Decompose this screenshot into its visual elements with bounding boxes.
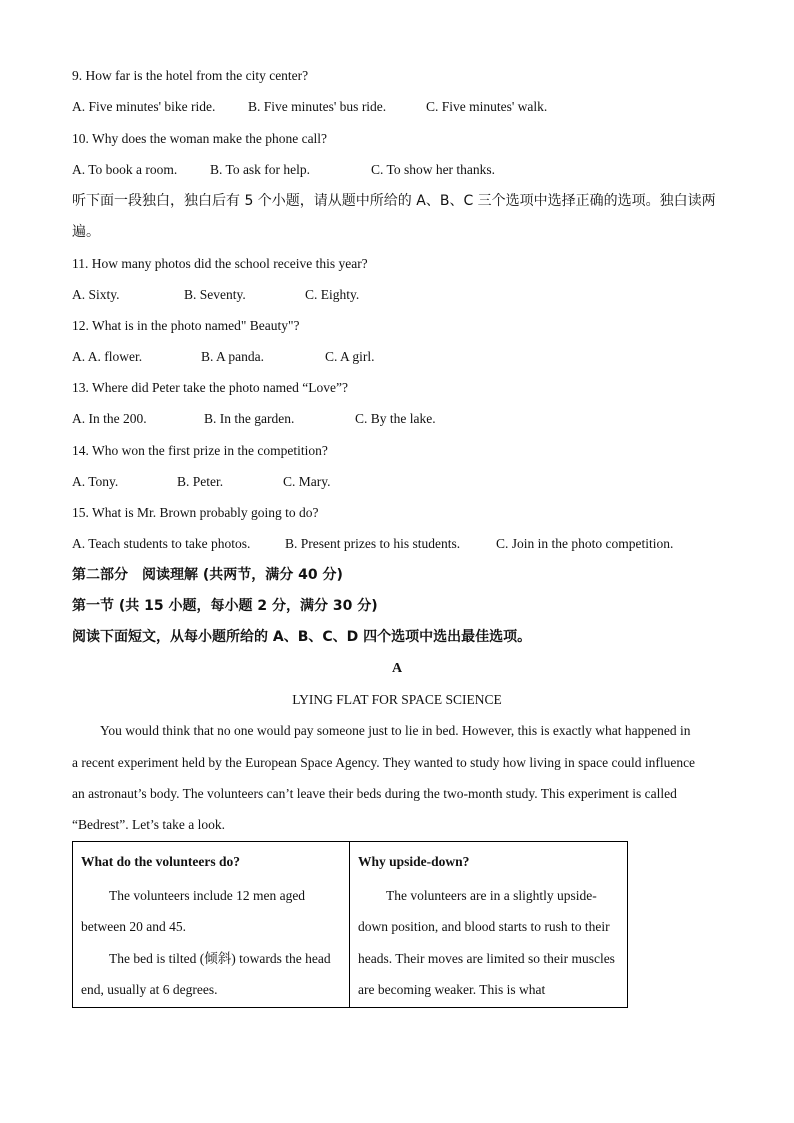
part2-heading: 第二部分 阅读理解 (共两节，满分 40 分) (72, 567, 343, 583)
info-table (72, 841, 628, 1008)
question-10-options (72, 161, 495, 179)
question-9: 9. How far is the hotel from the city center? (72, 68, 309, 83)
passage-letter: A (391, 661, 403, 676)
passage-intro-line-2: a recent experiment held by the European Space Agency. They wanted to study how living in space could influence (72, 755, 696, 770)
option-a: A. Five minutes' bike ride. (72, 99, 216, 114)
monologue-instruction-cont: 遍。 (72, 224, 100, 240)
question-12-options (72, 348, 375, 366)
option-a: A. Teach students to take photos. (72, 536, 251, 551)
option-c: C. Five minutes' walk. (426, 99, 548, 114)
option-b: B. Present prizes to his students. (285, 536, 461, 551)
question-14-options (72, 473, 331, 491)
question-13-options (72, 410, 436, 428)
section1-heading: 第一节 (共 15 小题，每小题 2 分，满分 30 分) (72, 598, 378, 614)
question-10: 10. Why does the woman make the phone call? (72, 131, 328, 146)
monologue-instruction: 听下面一段独白，独白后有 5 个小题，请从题中所给的 A、B、C 三个选项中选择正确的选项。独白读两 (72, 193, 716, 209)
option-c: C. Join in the photo competition. (496, 536, 674, 551)
table-left-paragraph-1: The volunteers include 12 men aged between 20 and 45. (81, 888, 306, 935)
question-11-options (72, 286, 359, 304)
reading-instruction: 阅读下面短文，从每小题所给的 A、B、C、D 四个选项中选出最佳选项。 (72, 629, 532, 645)
option-c: C. A girl. (325, 349, 375, 364)
question-11: 11. How many photos did the school receive this year? (72, 256, 368, 271)
table-cell-left (73, 842, 350, 1007)
option-c: C. Eighty. (305, 287, 360, 302)
passage-intro-line-1: You would think that no one would pay someone just to lie in bed. However, this is exactly what happened in (100, 723, 691, 738)
option-b: B. In the garden. (204, 411, 295, 426)
passage-intro-line-4: “Bedrest”. Let’s take a look. (72, 817, 225, 832)
option-c: C. Mary. (283, 474, 331, 489)
option-b: B. A panda. (201, 349, 264, 364)
question-12: 12. What is in the photo named" Beauty"? (72, 318, 300, 333)
option-b: B. Five minutes' bus ride. (248, 99, 387, 114)
question-13: 13. Where did Peter take the photo named “Love”? (72, 380, 349, 395)
option-b: B. Peter. (177, 474, 224, 489)
question-15-options (72, 535, 673, 553)
question-9-options (72, 98, 547, 116)
option-a: A. To book a room. (72, 162, 178, 177)
passage-title: LYING FLAT FOR SPACE SCIENCE (292, 692, 502, 707)
table-right-paragraph-1: The volunteers are in a slightly upside-down position, and blood starts to rush to their heads. Their moves are limited so their muscles are becoming weaker. This is what (358, 888, 615, 997)
question-15: 15. What is Mr. Brown probably going to do? (72, 505, 319, 520)
option-c: C. To show her thanks. (371, 162, 496, 177)
table-right-heading: Why upside-down? (358, 854, 470, 869)
option-c: C. By the lake. (355, 411, 436, 426)
table-left-paragraph-2: The bed is tilted (倾斜) towards the head end, usually at 6 degrees. (81, 950, 331, 997)
table-cell-right (350, 842, 627, 1007)
option-a: A. Tony. (72, 474, 119, 489)
question-14: 14. Who won the first prize in the competition? (72, 443, 328, 458)
option-a: A. Sixty. (72, 287, 120, 302)
table-left-heading: What do the volunteers do? (81, 854, 241, 869)
option-a: A. A. flower. (72, 349, 143, 364)
option-b: B. Seventy. (184, 287, 246, 302)
option-a: A. In the 200. (72, 411, 147, 426)
passage-intro-line-3: an astronaut’s body. The volunteers can’t leave their beds during the two-month study. This experiment is called (72, 786, 677, 801)
option-b: B. To ask for help. (210, 162, 311, 177)
